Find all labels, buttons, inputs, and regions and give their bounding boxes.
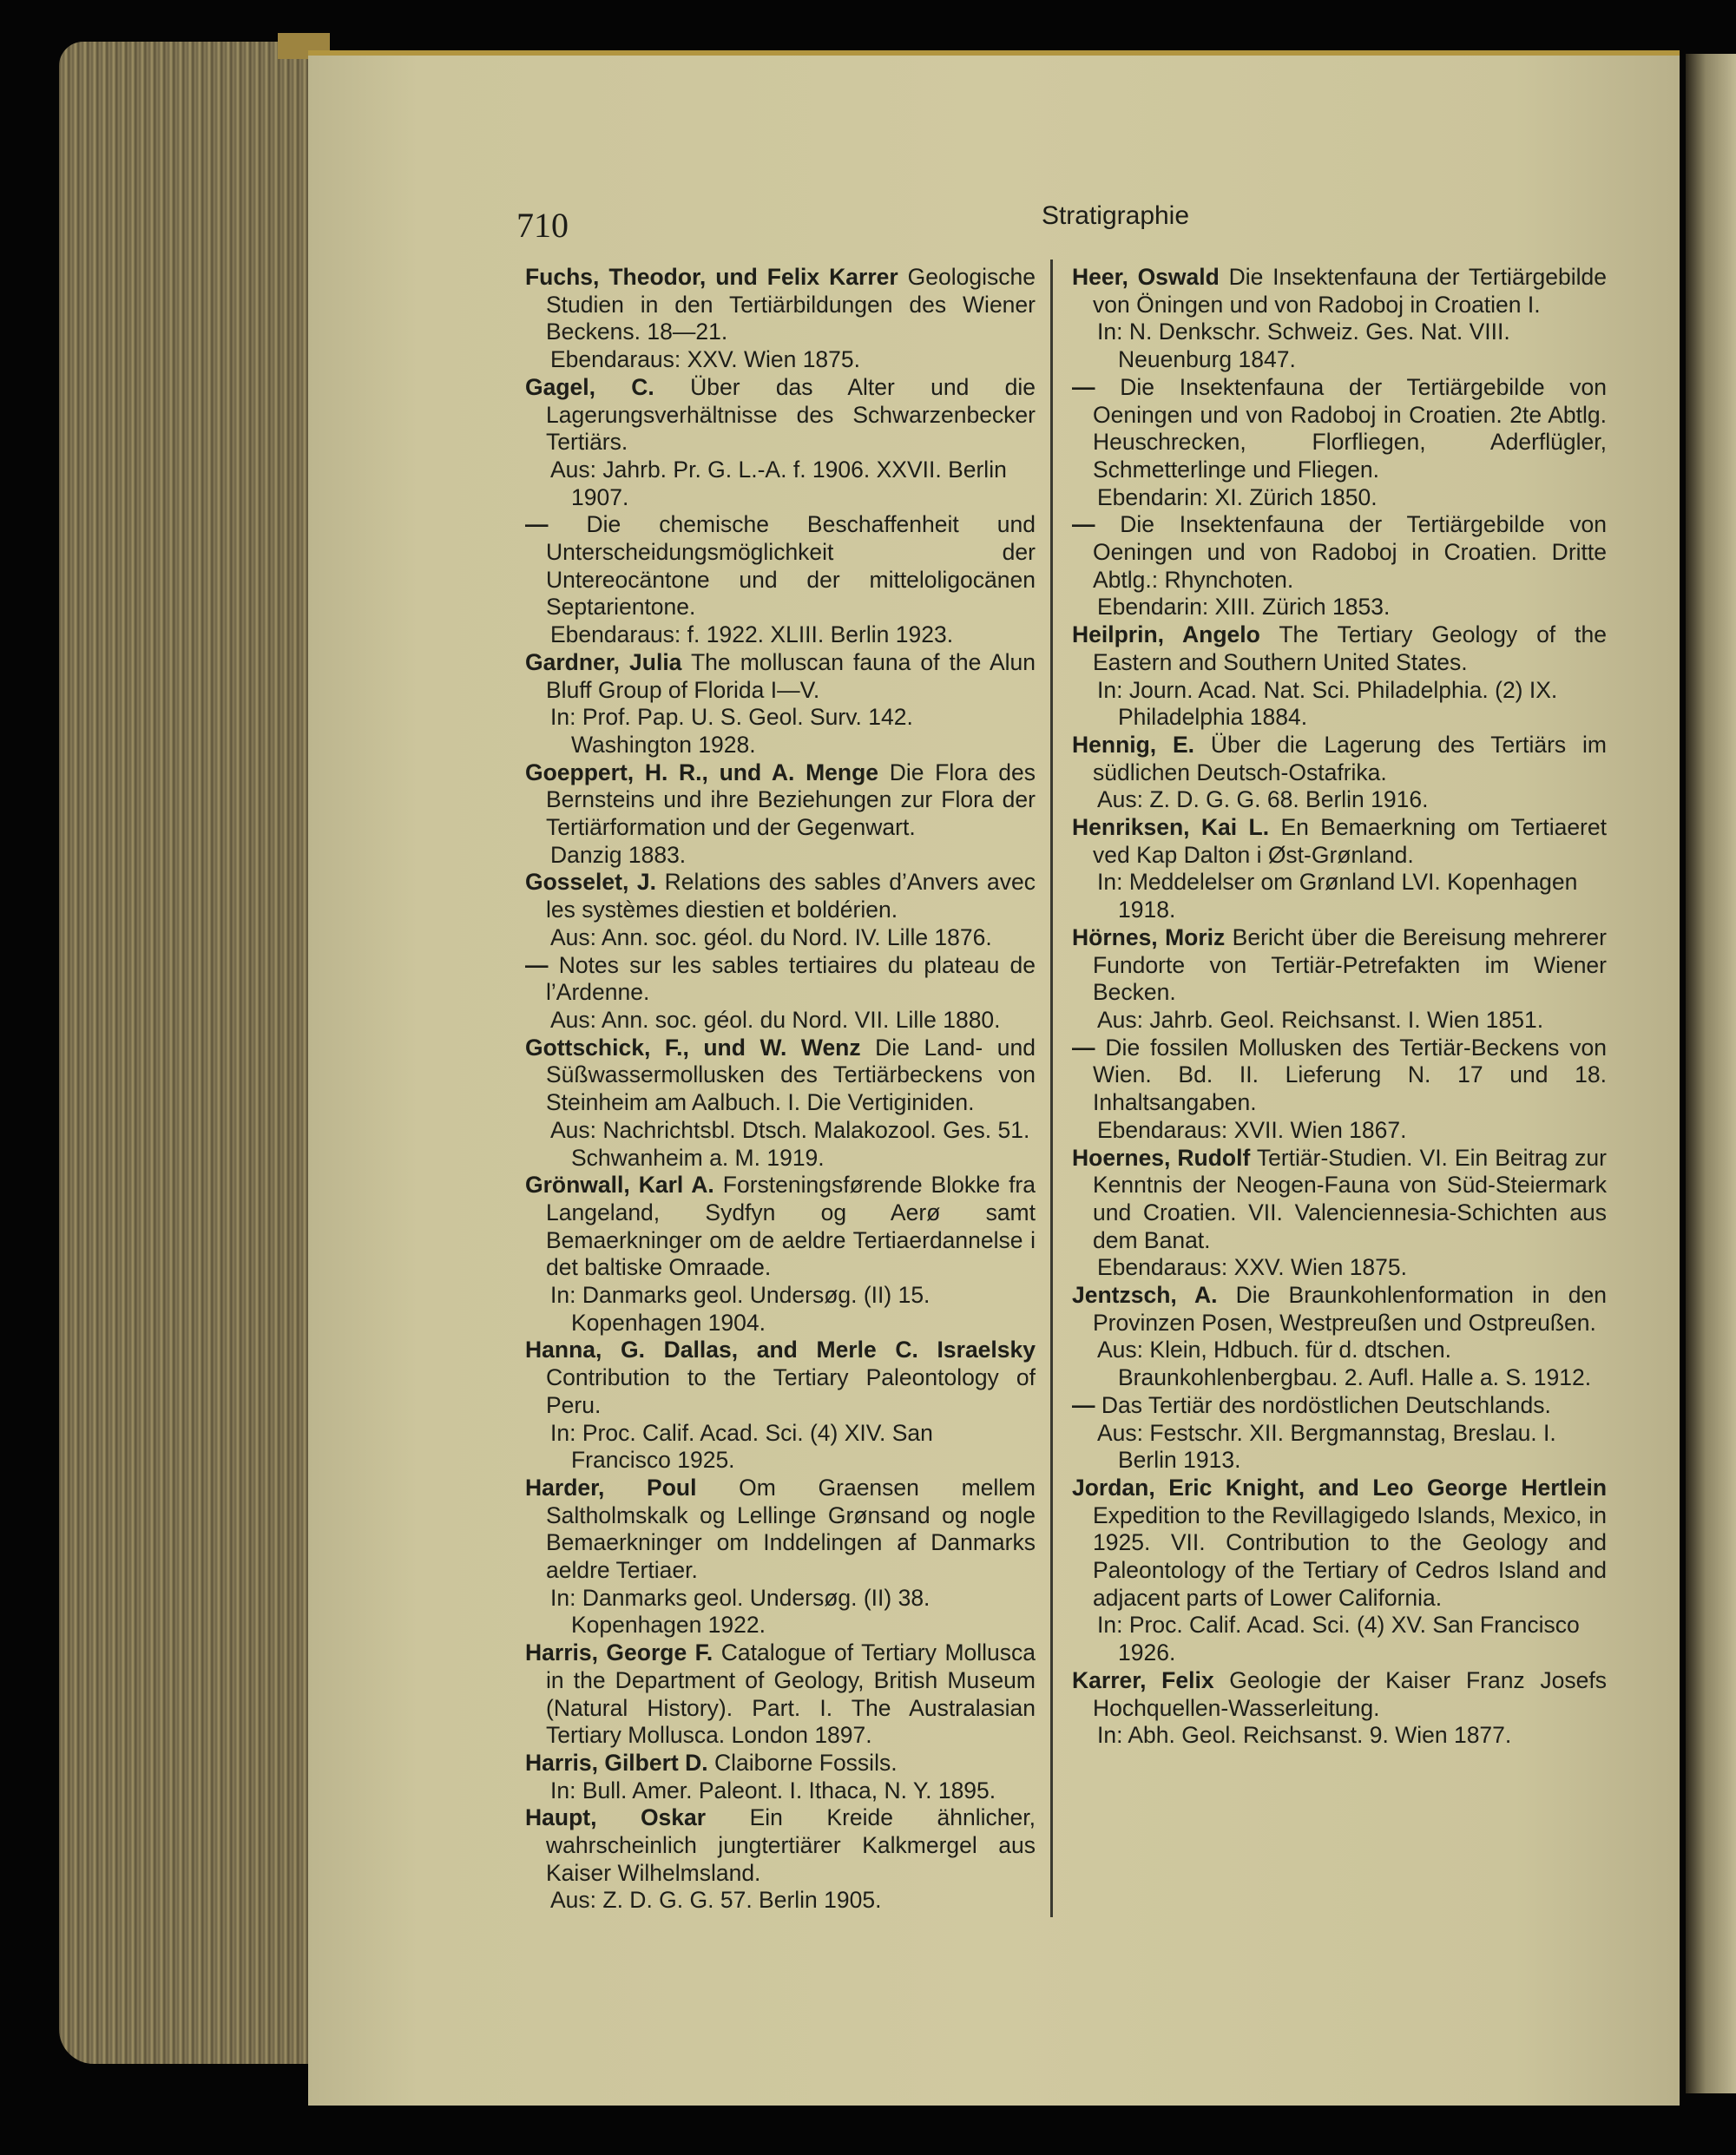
entry-title: Die Insektenfauna der Tertiärgebilde von Oeningen und von Radoboj in Croatien. 2te Abtlg. Heuschrecken, Florfliegen, Aderflügler, Schmetterlinge und Fliegen. <box>1093 373 1608 483</box>
entry-title: The molluscan fauna of the Alun Bluff Group of Florida I—V. <box>546 648 1036 703</box>
entry-title: Über die Lagerung des Tertiärs im südlichen Deutsch-Ostafrika. <box>1093 731 1607 785</box>
entry-title: Claiborne Fossils. <box>713 1749 898 1776</box>
entry-title: Geologische Studien in den Tertiärbildungen des Wiener Beckens. 18—21. <box>546 264 1036 345</box>
entry-title: Die Land- und Süßwassermollusken des Tertiärbeckens von Steinheim am Aalbuch. I. Die Vertiginiden. <box>546 1034 1036 1116</box>
entry-title: Die Braunkohlenformation in den Provinzen Posen, Westpreußen und Ostpreußen. <box>1093 1282 1607 1336</box>
entry-author: Gagel, C. <box>525 373 654 400</box>
entry-source: Aus: Ann. soc. géol. du Nord. VII. Lille 1880. <box>550 1006 1001 1033</box>
entry-author: Gottschick, F., und W. Wenz <box>525 1034 861 1061</box>
bibliography-entry <box>525 1475 1036 1585</box>
bibliography-entry <box>1072 621 1607 676</box>
bibliography-entry <box>525 374 1036 457</box>
entry-title: Ein Kreide ähnlicher, wahrscheinlich jungtertiärer Kalkmergel aus Kaiser Wilhelmsland. <box>546 1804 1036 1886</box>
entry-title: Die Insektenfauna der Tertiärgebilde von Oeningen und von Radoboj in Croatien. Dritte Abtlg.: Rhynchoten. <box>1093 511 1608 593</box>
entry-source: In: Proc. Calif. Acad. Sci. (4) XV. San Francisco 1926. <box>1097 1612 1580 1666</box>
entry-author: Jentzsch, A. <box>1072 1282 1218 1309</box>
entry-author: — <box>1072 1034 1095 1061</box>
bibliography-entry <box>525 1337 1036 1419</box>
left-column <box>525 264 1036 1915</box>
entry-source: In: Journ. Acad. Nat. Sci. Philadelphia. (2) IX. Philadelphia 1884. <box>1097 676 1558 731</box>
entry-title: Bericht über die Bereisung mehrerer Fundorte von Tertiär-Petrefakten im Wiener Becken. <box>1093 923 1607 1006</box>
entry-source: In: Danmarks geol. Undersøg. (II) 15. Kopenhagen 1904. <box>550 1282 930 1336</box>
entry-title: Die fossilen Mollusken des Tertiär-Beckens von Wien. Bd. II. Lieferung N. 17 und 18. Inhaltsangaben. <box>1093 1034 1607 1116</box>
entry-author: Jordan, Eric Knight, and Leo George Hertlein <box>1072 1474 1607 1501</box>
entry-title: Die Insektenfauna der Tertiärgebilde von Öningen und von Radoboj in Croatien I. <box>1093 264 1607 318</box>
entry-author: Heilprin, Angelo <box>1072 621 1260 648</box>
bibliography-entry <box>1072 511 1607 594</box>
bibliography-entry <box>525 1804 1036 1887</box>
bibliography-entry <box>525 264 1036 346</box>
entry-author: Henriksen, Kai L. <box>1072 814 1270 841</box>
entry-source: Aus: Nachrichtsbl. Dtsch. Malakozool. Ges. 51. Schwanheim a. M. 1919. <box>550 1116 1030 1171</box>
entry-source: In: Danmarks geol. Undersøg. (II) 38. Kopenhagen 1922. <box>550 1584 930 1639</box>
entry-title: Expedition to the Revillagigedo Islands, Mexico, in 1925. VII. Contribution to the Geology and Paleontology of the Tertiary of Cedros Island and adjacent parts of Lower California. <box>1093 1501 1607 1611</box>
entry-source: In: Bull. Amer. Paleont. I. Ithaca, N. Y. 1895. <box>550 1777 996 1803</box>
bibliography-entry <box>1072 1392 1607 1420</box>
entry-source: Ebendaraus: XXV. Wien 1875. <box>550 346 861 373</box>
entry-title: En Bemaerkning om Tertiaeret ved Kap Dalton i Øst-Grønland. <box>1093 814 1607 868</box>
entry-author: Haupt, Oskar <box>525 1804 707 1831</box>
entry-source: Ebendaraus: XXV. Wien 1875. <box>1097 1254 1408 1281</box>
entry-author: Hoernes, Rudolf <box>1072 1144 1251 1171</box>
entry-source: Aus: Festschr. XII. Bergmannstag, Breslau. I. Berlin 1913. <box>1097 1419 1556 1474</box>
entry-source: Ebendarin: XI. Zürich 1850. <box>1097 483 1378 510</box>
bibliography-entry <box>1072 924 1607 1007</box>
entry-source: Aus: Ann. soc. géol. du Nord. IV. Lille 1876. <box>550 923 992 950</box>
bibliography-entry <box>1072 1145 1607 1255</box>
entry-author: — <box>1072 373 1095 400</box>
entry-source: Aus: Z. D. G. G. 68. Berlin 1916. <box>1097 786 1429 813</box>
running-head: Stratigraphie <box>1041 201 1190 230</box>
entry-source: In: Abh. Geol. Reichsanst. 9. Wien 1877. <box>1097 1722 1512 1749</box>
bibliography-entry <box>1072 1475 1607 1613</box>
bibliography-entry <box>525 759 1036 842</box>
entry-author: — <box>1072 1391 1095 1418</box>
column-divider <box>1050 260 1053 1917</box>
entry-author: Gardner, Julia <box>525 648 682 675</box>
entry-source: Aus: Jahrb. Pr. G. L.-A. f. 1906. XXVII. Berlin 1907. <box>550 456 1007 510</box>
entry-source: Ebendarin: XIII. Zürich 1853. <box>1097 594 1391 621</box>
entry-title: Geologie der Kaiser Franz Josefs Hochquellen-Wasserleitung. <box>1093 1666 1607 1721</box>
bibliography-entry <box>1072 732 1607 786</box>
bibliography-entry <box>1072 1282 1607 1337</box>
bibliography-entry <box>525 1035 1036 1117</box>
bibliography-entry <box>525 869 1036 923</box>
entry-author: Harris, Gilbert D. <box>525 1749 708 1776</box>
right-column <box>1072 264 1607 1750</box>
entry-title: Die chemische Beschaffenheit und Unterscheidungsmöglichkeit der Untereocäntone und der mitteloligocänen Septarientone. <box>546 511 1036 621</box>
facing-page-edge <box>1686 54 1736 2093</box>
entry-source: Aus: Klein, Hdbuch. für d. dtschen. Braunkohlenbergbau. 2. Aufl. Halle a. S. 1912. <box>1097 1337 1592 1391</box>
entry-title: Das Tertiär des nordöstlichen Deutschlands. <box>1101 1391 1551 1418</box>
bibliography-entry <box>1072 264 1607 319</box>
entry-source: Danzig 1883. <box>550 841 687 868</box>
entry-author: — <box>525 511 549 538</box>
entry-source: In: N. Denkschr. Schweiz. Ges. Nat. VIII. Neuenburg 1847. <box>1097 319 1510 373</box>
bibliography-entry <box>525 1750 1036 1777</box>
entry-author: — <box>1072 511 1095 538</box>
book-page-edges <box>59 42 319 2064</box>
entry-source: Ebendaraus: f. 1922. XLIII. Berlin 1923. <box>550 621 954 648</box>
entry-source: Ebendaraus: XVII. Wien 1867. <box>1097 1116 1407 1143</box>
entry-source: Aus: Jahrb. Geol. Reichsanst. I. Wien 1851. <box>1097 1006 1544 1033</box>
entry-title: Catalogue of Tertiary Mollusca in the Department of Geology, British Museum (Natural History). Part. I. The Australasian Tertiary Mollusca. London 1897. <box>546 1639 1036 1749</box>
entry-author: Hanna, G. Dallas, and Merle C. Israelsky <box>525 1337 1036 1363</box>
entry-title: Die Flora des Bernsteins und ihre Beziehungen zur Flora der Tertiärformation und der Gegenwart. <box>546 759 1036 841</box>
entry-title: Tertiär-Studien. VI. Ein Beitrag zur Kenntnis der Neogen-Fauna von Süd-Steiermark und Croatien. VII. Valenciennesia-Schichten aus dem Banat. <box>1093 1144 1607 1253</box>
bibliography-entry <box>1072 814 1607 869</box>
entry-author: Karrer, Felix <box>1072 1666 1214 1693</box>
entry-author: — <box>525 951 549 978</box>
bibliography-entry <box>525 1172 1036 1282</box>
entry-author: Fuchs, Theodor, und Felix Karrer <box>525 264 898 290</box>
entry-title: Notes sur les sables tertiaires du plateau de l’Ardenne. <box>546 951 1036 1006</box>
bibliography-entry <box>1072 1035 1607 1117</box>
bibliography-entry <box>525 649 1036 704</box>
book-page <box>308 50 1680 2106</box>
entry-title: Über das Alter und die Lagerungsverhältnisse des Schwarzenbecker Tertiärs. <box>546 373 1036 456</box>
entry-author: Hennig, E. <box>1072 731 1195 758</box>
entry-title: The Tertiary Geology of the Eastern and Southern United States. <box>1093 621 1607 675</box>
entry-source: In: Meddelelser om Grønland LVI. Kopenhagen 1918. <box>1097 869 1578 923</box>
entry-source: Aus: Z. D. G. G. 57. Berlin 1905. <box>550 1887 882 1914</box>
entry-author: Harris, George F. <box>525 1639 713 1666</box>
bibliography-entry <box>525 511 1036 621</box>
entry-author: Gosselet, J. <box>525 869 657 896</box>
entry-title: Forsteningsførende Blokke fra Langeland, Sydfyn og Aerø samt Bemaerkninger om de aeldre Tertiaerdannelse i det baltiske Omraade. <box>546 1172 1036 1281</box>
page-number: 710 <box>516 206 569 245</box>
entry-author: Goeppert, H. R., und A. Menge <box>525 759 879 785</box>
bibliography-entry <box>1072 1667 1607 1722</box>
entry-title: Relations des sables d’Anvers avec les systèmes diestien et boldérien. <box>546 869 1036 923</box>
entry-author: Grönwall, Karl A. <box>525 1172 714 1199</box>
bibliography-entry <box>1072 374 1607 484</box>
bibliography-entry <box>525 1639 1036 1750</box>
bibliography-entry <box>525 952 1036 1007</box>
entry-source: In: Proc. Calif. Acad. Sci. (4) XIV. San Francisco 1925. <box>550 1419 933 1474</box>
entry-author: Hörnes, Moriz <box>1072 923 1226 950</box>
entry-author: Harder, Poul <box>525 1474 697 1501</box>
entry-source: In: Prof. Pap. U. S. Geol. Surv. 142. Washington 1928. <box>550 704 913 758</box>
entry-author: Heer, Oswald <box>1072 264 1220 290</box>
entry-title: Contribution to the Tertiary Paleontology of Peru. <box>546 1364 1036 1418</box>
entry-title: Om Graensen mellem Saltholmskalk og Lellinge Grønsand og nogle Bemaerkninger om Inddelingen af Danmarks aeldre Tertiaer. <box>546 1474 1036 1584</box>
